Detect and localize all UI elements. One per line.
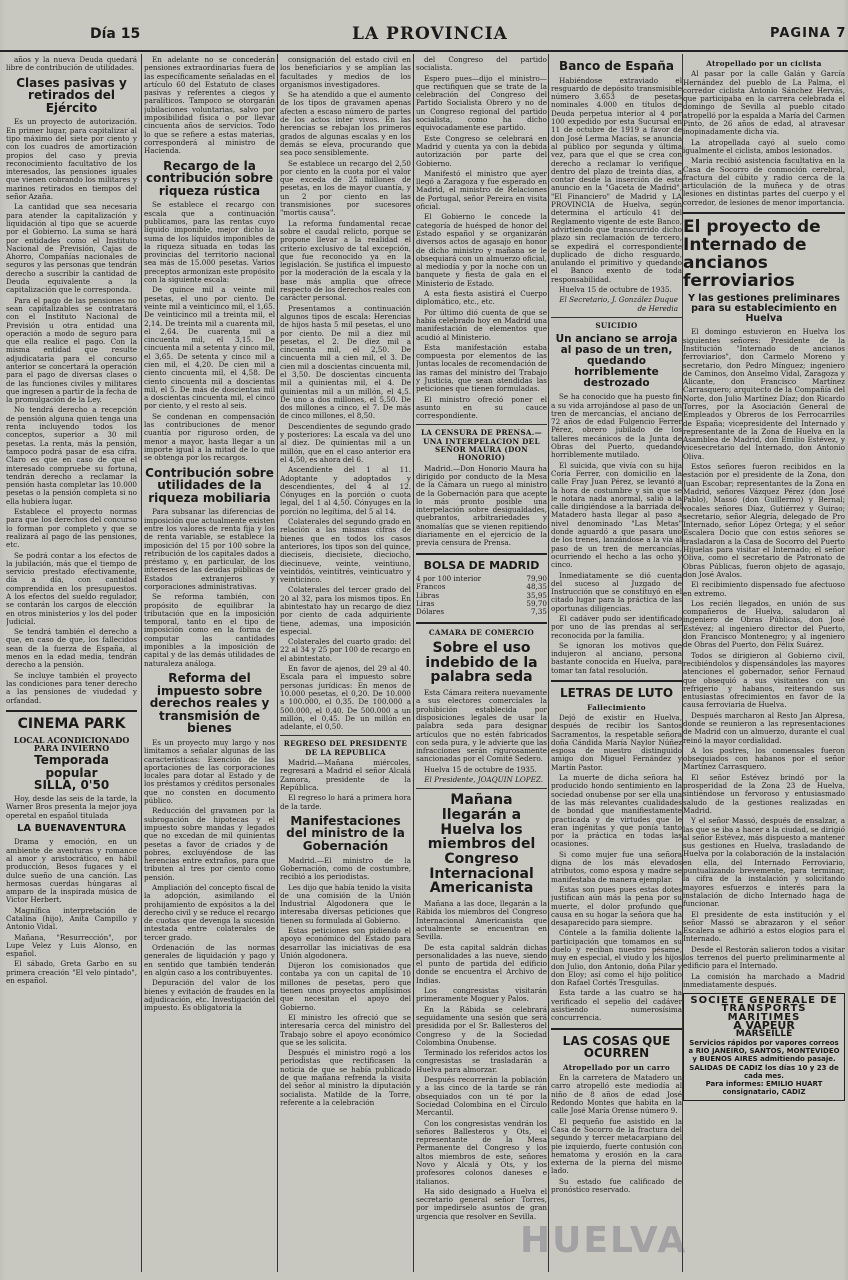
column-5 [551,56,682,1271]
column-2 [144,56,275,1271]
article-text: Se podrá contar a los efectos de la jubilación, más que el tiempo de servicio prestado efectivamente, día a día, con cantidad comprendida en los presupuestos. A los efectos del sueldo regulador, se contarán los cargos de elección en otros ministerios y los del poder Judicial. [6,550,137,626]
article-text: Con los congresistas vendrán los señores Ballesteros y Ots, el representante de la Mesa Permanente del Congreso y los altos miembros de este, señores Novo y Alcalá y Ots, y los profesores colonos daneses e italianos. [416,1118,547,1186]
kicker-ciclista: Atropellado por un ciclista [706,59,822,68]
article-text: Su estado fue calificado de pronóstico reservado. [551,1176,682,1194]
cinema-subtitle: LOCAL ACONDICIONADO PARA INVIERNO [13,734,130,753]
article-text: Esta tarde a las cuatro se ha verificado el sepelio del cadáver asistiendo numerosísima concurrencia. [551,988,682,1023]
masthead-day: Día 15 [90,26,141,42]
article-text: El Gobierno le concede la categoría de huésped de honor del Estado español y se organizarán diversos actos de agasajo en honor de dicho ministro y mañana se le obsequiará con un almuerzo oficial, al mediodía y por la noche con un banquete y fiesta de gala en el Ministerio de Estado. [416,212,547,288]
headline-banco: Banco de España [559,59,674,73]
article-text: Los recién llegados, en unión de sus compañeros de Huelva, saludaron al ingeniero de Obras Públicas, don José Estévez; al ingeniero director del Puerto, don Francisco Montenegro; y al ingeniero de Obras del Puerto, don Félix Suárez. [683,598,845,650]
article-text: Establece el proyecto normas para que los derechos del concurso lo forman por completo y que se realizará al pago de las pensiones, etc. [6,507,137,550]
article-text: Reducción del gravamen por la subrogación de hipotecas y el impuesto sobre mandas y legados que no excedan de mil quinientas pesetas a favor de criados y de pobres, excluyéndose de las herencias entre extraños, para que tributen al tres por ciento como pensión. [144,806,275,882]
article-text: Después marcharon al Resto Jan Alpresa, donde se reunieron a las representaciones de Madrid con un almuerzo, durante el cual reinó la mayor cordialidad. [683,710,845,745]
article-text: Y el señor Massó, después de ensalzar, a las que se iba a hacer a la ciudad, se dirigió al señor Estévez, más dispuesto a mantener sus gestiones en Huelva, trasladando de Huelva por la colaboración de la instalación en ella, del Internado Ferroviario, puntualizando brevemente, para terminar, la cifra de la instalación y solicitando mayores esfuerzos e interés para la instalación de dicho Internado haga de funcionar. [683,816,845,909]
article-text: Es un proyecto muy largo y nos limitamos a señalar algunas de las características: Exención de las aportaciones de las corporaciones locales para dotar al Estado y de los préstamos y créditos personales que no consten en documento público. [144,737,275,806]
headline-clases-pasivas: Clases pasivas y retirados del Ejército [16,75,127,115]
cinema-season: Temporada popular [34,753,109,780]
article-text: Ha sido designado a Huelva el secretario general señor Torres, por impedirselo asuntos de gran urgencia que resolver en Sevilla. [416,1186,547,1221]
headline-internado-sub: Y las gestiones preliminares para su establecimiento en Huelva [688,293,840,325]
article-text: Todos se dirigieron al Gobierno civil, recibiéndolos y dispensándoles las mayores atenciones el gobernador, señor Fernaud que obsequió a sus visitantes con un refrigerio y habanos, reiterando sus entusiastas ofrecimientos en favor de la causa ferroviaria de Huelva. [683,650,845,710]
headline-regreso-presidente: REGRESO DEL PRESIDENTE DE LA REPUBLICA [283,739,408,757]
article-text: Se establece un recargo del 2,50 por ciento en la cuota por el valor que exceda de 25 millones de pesetas, en los de mayor cuantía, y un 2 por ciento en las transmisiones por sucesores "mortis causa". [280,158,411,218]
article-text: En la Rábida se celebrará seguidamente una sesión que será presidida por el Sr. Ballesteros del Congreso y de la Sociedad Colombina Onubense. [416,1004,547,1047]
article-text: El recibimiento dispensado fue afectuoso en extremo. [683,580,845,598]
article-text: Madrid.—Don Honorio Maura ha dirigido por conducto de la Mesa de la Cámara un ruego al ministro de la Gobernación para que acepte lo más pronto posible una interpelación sobre desigualdades, quebrantos, arbitrariedades y anomalías que se vienen repitiendo diariamente en el ejercicio de la previa censura de Prensa. [416,463,547,548]
article-text: Si como mujer fue una señora digna de los más elevados atributos, como esposa y madre se manifestaba de manera ejemplar. [551,849,682,884]
article-text: Cóntele a la familia doliente la participación que tomamos en su duelo y reciban nuestro pésame, muy en especial, el viudo y los hijos don Julio, don Antonio, doña Pilar y don Eloy; así como el hijo político don Rafael Cortés Tresguilas. [551,928,682,988]
article-text: Hoy, desde las seis de la tarde, la Warner Bros presenta la mejor joya operetal en español titulada [6,793,137,820]
article-text: Se ha atendido a que el aumento de los tipos de gravamen apenas afecten a escaso número de partes de los actos inter vivos. En las herencias se rebajan los primeros grados de algunas escalas y en los demás se eleva, procurando que sea poco sensiblemente. [280,90,411,158]
article-text: Terminado los referidos actos los congresistas se trasladarán a Huelva para almorzar. [416,1048,547,1074]
article-text: Este Congreso se celebrará en Madrid y cuenta ya con la debida autorización por parte del Gobierno. [416,133,547,168]
bolsa-table [416,575,547,616]
kicker-atropellado: Atropellado por un carro [562,1062,671,1072]
article-text: Se tendrá también el derecho a que, en caso de que, los fallecidos sean de la fuerza de España, al menos en la edad media, tendrán derecho a la pensión. [6,627,137,670]
ad-subtitle: A VAPEUR [733,1019,795,1033]
ad-services: Servicios rápidos por vapores correos a RIO JANEIRO, SANTOS, MONTEVIDEO y BUENOS AIRES admitiendo pasaje. [688,1038,840,1064]
camara-label: CAMARA DE COMERCIO [428,627,535,637]
rate-value: 35,95 [526,590,547,600]
headline-anciano: Un anciano se arroja al paso de un tren, quedando horriblemente destrozado [555,333,678,390]
signature: El Secretario, J. González Duque de Heredia [559,295,678,313]
article-text: La reforma fundamental recae sobre el caudal relicto, porque se propone llevar a la realidad el criterio exclusivo de tal excepción, que fue reconocido ya en la legislación. Se justifica el impuesto por la moderación de la escala y la base más amplia que ofrece respecto de los derechos reales con carácter personal. [280,218,411,303]
article-text: A los postres, los comensales fueron obsequiados con habanos por el señor Martínez Carrasquero. [683,745,845,772]
rate-label: Dólares [416,607,445,617]
rate-value: 79,90 [526,574,547,584]
rate-label: Francos [416,582,446,592]
article-text: Por último dió cuenta de que se había celebrado hoy en Madrid una manifestación de elementos que acudió al Ministerio. [416,307,547,342]
cinema-price: SILLA, 0'50 [33,778,110,793]
article-text: En la carretera de Matadero un carro atropelló este mediodía al niño de 8 años de edad José Redondo Montes que habita en la calle José María Orense número 9. [551,1073,682,1116]
table-row [416,608,547,616]
divider [551,317,682,318]
column-4 [416,56,547,1271]
article-text: Mañana a las doce, llegarán a la Rábida los miembros del Congreso Internacional Americanista que actualmente se encuentran en Sevilla. [416,899,547,942]
article-text: A esta fiesta asistirá el Cuerpo diplomático, etc., etc. [416,289,547,307]
divider [551,680,682,682]
article-text: Colaterales del tercer grado del 20 al 32, para los mismos tipos. En abintestato hay un recargo de diez por ciento de cada adquiriente tiene, ademas, una imposición especial. [280,585,411,636]
divider [551,1028,682,1030]
article-text: El ministro les ofreció que se interesaría cerca del ministro del Trabajo sobre el apoyo económico que se les solicita. [280,1012,411,1047]
column-rule [277,54,278,1272]
article-text: Habiéndose extraviado el resguardo de depósito transmisible número 3.653 de pesetas nominales 4.000 en títulos de Deuda perpetua interior al 4 por 100 expedido por esta Sucursal en 11 de octubre de 1919 a favor de don José Lerma Macías, se anuncia al público por segunda y última vez, para que el que se crea con derecho a reclamar lo verifique dentro del plazo de treinta días, a contar desde la inserción de este anuncio en la "Gaceta de Madrid", "El Financiero" de Madrid y LA PROVINCIA de Huelva, según determina el artículo 41 del Reglamento vigente de este Banco, advirtiendo que transcurrido dicho plazo sin reclamación de tercero, se expedirá el correspondiente duplicado de dicho resguardo, anulando el primitivo y quedando el Banco exento de toda responsabilidad. [551,75,682,284]
article-date: Huelva 15 de octubre de 1935. [424,764,537,774]
article-text: La cantidad que sea necesaria para atender la capitalización y liquidación al tipo que se acuerde por el Gobierno. La suma se hará por entidades como el Instituto Nacional de Previsión, Cajas de Ahorro, Compañías nacionales de seguros y las personas que tendrán derecho a suscribir la cantidad de Deuda equivalente a la capitalización que le corresponda. [6,202,137,295]
article-text: La comisión ha marchado a Madrid inmediatamente después. [683,971,845,989]
article-text: Estas son pues pues estas dotes justifican aún más la pena por su muerte, el dolor profundo que causa en su hogar la señora que ha desaparecido para siempre. [551,884,682,928]
rate-value: 7,35 [530,607,547,617]
article-text: El suicida, que vivía con su hija Coria Ferrer, con domicilio en la calle Fray Juan Pérez, se levantó a la hora de costumbre y sin que se le notara nada anormal, salió a la calle dirigiéndose a la barriada del Matadero hasta llegar al paso a nivel denominado "Las Metas" donde aguardó a que pasara uno de los trenes, lanzándose a la vía al paso de un tren de mercancías, ocurriendo el hecho a las ocho y cinco. [551,460,682,570]
headline-letras-luto: LETRAS DE LUTO [559,686,674,701]
rate-label: Libras [416,590,440,600]
rate-label: 4 por 100 interior [416,574,482,584]
ad-city: MARSEILLE [735,1029,793,1040]
article-text: Dijeron los comisionados que contaba ya con un capital de 10 millones de pesetas, pero que tienen unos proyectos amplísimos que necesitan el apoyo del Gobierno. [280,961,411,1012]
article-text: Madrid.—El ministro de la Gobernación, como de costumbre, recibió a los periodistas. [280,855,411,882]
article-text: Magnífica interpretación de Catalina (hijo), Anita Campillo y Antonio Vidal. [6,905,137,932]
column-rule [141,54,142,1272]
headline-recargo: Recargo de la contribución sobre riqueza rústica [145,158,274,198]
article-text: Al pasar por la calle Galán y García Hernández del pueblo de La Palma, el corredor ciclista Antonio Sánchez Hervás, que participaba en la carrera celebrada el domingo de Sevilla al pueblo citado atropelló por la espalda a María del Carmen Pinto, de 26 años de edad, al atravesar inopinadamente dicha vía. [683,69,845,137]
article-text: El domingo estuvieron en Huelva los siguientes señores: Presidente de la Institución "Internado de ancianos ferroviarios", don Carmelo Moreno y secretario, don Pedro Mínguez; ingeniero de Caminos, don Anselmo Vidal, Zaragoza y Alicante, don Francisco Martínez Carrasquero; arquitecto de la Compañía del Norte, don Julio Martínez Díaz; don Ricardo Torres, por la Asociación General de Empleados y Obreros de los Ferrocarriles de España; vicepresidente del Internado y representante de la Zona de Huelva en la Asamblea de Madrid, don Emilio Estévez, y vicesecretario del Internado, don Antonio Oliva. [683,327,845,461]
headline-internado: El proyecto de Internado de ancianos ferroviarios [683,217,821,291]
article-text: Presentamos a continuación algunos tipos de escala: Herencias de hijos hasta 5 mil pesetas, el uno por ciento. De mil a diez mil pesetas, el 2. De diez mil a cincuenta mil, el 2,50. De cincuenta mil a cien mil, el 3. De cien mil a doscientas cincuenta mil, el 3,50. De doscientas cincuenta mil a quinientas mil, el 4. De quinientas mil a un millón, el 4,5. De uno a dos millones, el 5,50. De dos millones a cinco, el 7. De más de cinco millones, el 8,50. [280,303,411,421]
article-text: Es un proyecto de autorización. En primer lugar, para capitalizar al tipo máximo del siete por ciento y con los cuadros de amortización propios del caso y previa reconocimiento facultativo de los interesados, las pensiones iguales que vienen cobrando los militares y marinos retirados en tiempos del señor Azaña. [6,117,137,202]
article-text: El ministro ofreció poner el asunto en su cauce correspondiente. [416,394,547,421]
divider [416,788,547,789]
ad-contact: Para informes: EMILIO HUART consignatario, CADIZ [705,1080,823,1097]
headline-manifestaciones: Manifestaciones del ministro de la Gobernación [286,813,405,854]
article-text: del Congreso del partido socialista. [416,56,547,73]
column-3 [280,56,411,1271]
article-text: Depuración del valor de los bienes y evitación de fraudes en la adjudicación, etc. Investigación del impuesto. Es obligatoria la [144,978,275,1013]
article-text: Drama y emoción, en un ambiente de aventuras y romance al amor y aristocrático, en hábil producción, Besos fugaces y el dulce sueño de una canción. Las hermosas cuerdas húngaras al amparo de la inspirada música de Victor Herbert. [6,837,137,905]
cinema-title: CINEMA PARK [17,715,126,732]
article-text: Se reforma también, con propósito de equilibrar la tributación que en la imposición temporal, tanto en el tipo de imposición como en la forma de computar las cantidades imponibles a la imposición de capital y de las demás utilidades de naturaleza análoga. [144,592,275,668]
article-text: Los congresistas visitarán primeramente Moguer y Palos. [416,986,547,1004]
kicker-suicidio: SUICIDIO [595,320,638,330]
article-text: Se incluye también el proyecto las condiciones para tener derecho a las pensiones de viudedad y orfandad. [6,670,137,705]
article-text: El regreso lo hará a primera hora de la tarde. [280,793,411,811]
column-rule [548,54,549,1272]
article-text: Colaterales del cuarto grado: del 22 al 34 y 25 por 100 de recargo en el abintestato. [280,637,411,663]
ad-departures: SALIDAS DE CADIZ los días 10 y 23 de cada mes. [689,1063,839,1080]
article-text: consignación del estado civil en los beneficiarios y se amplían las facultades y medios de los organismos investigadores. [280,56,411,89]
signature: El Presidente, JOAQUIN LOPEZ. [424,774,543,784]
bolsa-title: BOLSA DE MADRID [423,558,540,572]
divider [416,622,547,624]
article-text: Espero pues—dijo el ministro—que rectifiquen que se trate de la celebración del Congreso del Partido Socialista Obrero y no de un Congreso regional del partido socialista, como ha dicho equivocadamente ese partido. [416,73,547,133]
article-text: El señor Estévez brindó por la prosperidad de la Zona 23 de Huelva, sintiéndose un fervoroso y entusiasmado saludo de la gestiones realizadas en Madrid. [683,772,845,815]
article-text: Se ha conocido que ha puesto fin a su vida arrojándose al paso de un tren de mercancías, el anciano de 72 años de edad Fulgencio Ferrer Pérez, obrero jubilado de los talleres mecánicos de la Junta de Obras del Puerto, quedando horriblemente mutilado. [551,392,682,460]
cinema-film-title: LA BUENAVENTURA [17,822,126,834]
article-text: Esta Cámara reitera nuevamente a sus electores comerciales la prohibición establecida por disposiciones legales de usar la palabra seda para designar artículos que no estén fabricados con seda pura, y le advierte que las infracciones serán rigurosamente sancionadas por el Comité Sedero. [416,688,547,764]
archive-watermark: HUELVA [520,1220,688,1261]
article-text: El pequeño fue asistido en la Casa de Socorro de la fractura del segundo y tercer metacarpiano del pie izquierdo, fuerte contusión con hematoma y erosión en la cara externa de la pierna del mismo lado. [551,1116,682,1176]
article-text: En favor de ajenos, del 29 al 40. Escala para el impuesto sobre personas jurídicas: En menos de 10.000 pesetas, el 0,20. De 10.000 a 100.000, el 0,35. De 100.000 a 500.000, el 0,40. De 500.000 a un millón, el 0,45. De un millón en adelante, el 0,50. [280,664,411,732]
article-text: Después el ministro rogó a los periodistas que rectificasen la noticia de que se había publicado de que mañana refrenda la visita del señor al ministro la diputación socialista. Matilde de la Torre, referente a la celebración [280,1048,411,1107]
article-text: La atropellada cayó al suelo como igualmente el ciclista, ambos lesionados. [683,137,845,155]
article-text: Se ignoran los motivos que indujeron al anciano, persona bastante conocida en Huelva, para tomar tan fatal resolución. [551,640,682,675]
article-text: De esta capital saldrán dichas personalidades a las nueve, siendo el punto de partida del edificio donde se encuentra el Archivo de Indias. [416,942,547,985]
article-text: El presidente de esta institución y el señor Massó se abrazaron y el señor Escalera se adhirió a estos elogios para el Internado. [683,909,845,944]
article-text: Para el pago de las pensiones no sean capitalizables se contratará con el Instituto Nacional de Previsión u otra entidad una operación a modo de seguro para que ella realice el pago. Con la misma entidad que resulte adjudicataria para el concurso anterior se concertará la operación para el pago de diversas clases o de las funciones civiles y militares que ingresen a partir de la fecha de la promulgación de la Ley. [6,295,137,405]
article-date: Huelva 15 de octubre de 1935. [559,285,672,295]
article-text: Ordenación de las normas generales de liquidación y pago y en sentido que también tenderán en algún caso a los contribuyentes. [144,943,275,977]
headline-seda: Sobre el uso indebido de la palabra seda [425,639,538,686]
divider [683,212,845,214]
article-text: María recibió asistencia facultativa en la Casa de Socorro de conmoción cerebral, fractura del cúbito y radio cerca de la articulación de la muñeca y de otras lesiones en distintas partes del cuerpo y el corredor, de lesiones de menor importancia. [683,156,845,207]
article-text: Estos señores fueron recibidos en la estación por el presidente de la Zona, don Juan Escobar; representantes de la Zona en Madrid, señores Vázquez Pérez (don José Pablo), Massó (don Guillermo) y Bernal; vocales señores Díaz, Gutiérrez y Guirao; secretario, señor Alegría, delegado de Pro Internado, señor López Ortega; y el señor Escalera Docio que con estos señores se trasladaron a la Casa de Socorro del Puerto Hijuelas para visitar el Internado; el señor Oliva, como el secretario de Patronato de Obras Públicas, fueron objeto de agasajo, don José Avalos. [683,462,845,579]
article-text: Dejó de existir en Huelva, después de recibir los Santos Sacramentos, la respetable señora doña Cándida María Naylor Núñez esposa de nuestro distinguido amigo don Miguel Fernández y Martín Pastor. [551,712,682,772]
article-text: Manifestó el ministro que ayer llegó a Zaragoza y fue esperado en Madrid, el ministro de Relaciones de Portugal, señor Pereira en visita oficial. [416,168,547,212]
article-text: En adelante no se concederán pensiones extraordinarias fuera de las específicamente señaladas en el artículo 60 del Estatuto de clases pasivas y referentes a ciegos y paralíticos. Tampoco se otorgarán jubilaciones voluntarias, salvo por imposibilidad física o por llevar cincuenta años de servicios. Todo lo que se refiere a estas materias, corresponderá al ministro de Hacienda. [144,56,275,156]
masthead-title: LA PROVINCIA [352,24,508,44]
article-text: Ampliación del concepto fiscal de la adopción, asimilando el prohijamiento de expósitos a la del derecho civil y se reduce el recargo de cuotas que devenga la sucesión intestada entre colaterales de tercer grado. [144,882,275,942]
masthead [0,22,848,52]
headline-censura: LA CENSURA DE PRENSA.—UNA INTERPELACION DEL SEÑOR MAURA (DON HONORIO) [420,428,543,463]
article-text: El cadáver pudo ser identificado por uno de las prendas al ser reconocida por la familia. [551,614,682,640]
ad-company: SOCIETE GENERALE DE TRANSPORTS MARITIMES [690,995,838,1023]
article-text: De quince mil a veinte mil pesetas, el uno por ciento. De veinte mil a veinticinco mil, el 1,65. De veinticinco mil a treinta mil, el 2,14. De treinta mil a cuarenta mil, el 2,64. De cuarenta mil a cincuenta mil, el 3,15. De cincuenta mil a setenta y cinco mil, el 3,65. De setenta y cinco mil a cien mil, el 4,20. De cien mil a ciento cincuenta mil, el 4,58. De ciento cincuenta mil a doscientas mil, el 5. De más de doscientas mil a doscientas cincuenta mil, el cinco por ciento, y el resto al seis. [144,285,275,411]
article-text: Para subsanar las diferencias de imposición que actualmente existen entre los valores de renta fija y los de renta variable, se establece la imposición del 15 por 100 sobre la retribución de los capitales dados a préstamo y, en particular, de los intereses de las deudas públicas de Estados extranjeros y corporaciones administrativas. [144,507,275,591]
article-text: Se condenan en compensación las contribuciones de menor cuantía por riguroso orden, de menor a mayor, hasta llegar a un importe igual a la mitad de lo que se obtenga por los recargos. [144,411,275,463]
kicker-fallecimiento: Fallecimiento [587,702,646,712]
article-text: Esta manifestación estaba compuesta por elementos de las Juntas locales de recomendación de las ramas del ministro del Trabajo y Justicia, que sean atendidas las peticiones que tienen formuladas. [416,342,547,394]
article-text: Ascendiente del 1 al 11. Adoptante y adoptados y descendientes, del 4 al 12. Cónyuges en la porción o cuota legal, del 1 al 4,50. Cónyuges en la porción no legítima, del 5 al 14. [280,465,411,516]
article-text: Después recorrerán la población y a las cinco de la tarde se rán obsequiados con un té por la Sociedad Colombina en el Círculo Mercantil. [416,1075,547,1118]
article-text: Inmediatamente se dió cuenta del suceso al Juzgado de Instrucción que se constituyó en el citado lugar para la práctica de las oportunas diligencias. [551,570,682,613]
article-text: Desde el Restorán salieron todos a visitar los terrenos del puerto preliminarmente al edificio para el Internado. [683,944,845,971]
divider [416,424,547,425]
article-text: Madrid.—Mañana miércoles, regresará a Madrid el señor Alcalá Zamora, presidente de la República. [280,758,411,792]
masthead-page-number: PAGINA 7 [770,26,847,41]
article-text: Descendientes de segundo grado y posteriores: La escala va del uno al diez. De quinientas mil a un millón, que en el caso anterior era el 4,50, es ahora del 6. [280,421,411,464]
article-text: Se establece el recargo con escala que a continuación publicamos, para las rentas cuyo líquido imponible, mejor dicho la suma de los líquidos imponibles de la riqueza situada en todas las provincias del territorio nacional sea más de 15.000 pesetas. Varios preceptos armonizan este propósito con la siguiente escala: [144,200,275,285]
article-text: Les dijo que había tenido la visita de una comisión de la Unión Industrial Algodonera que le interesaba diversas peticiones que tienen su formulada al Gobierno. [280,882,411,925]
article-text: Estas peticiones son pidiendo el apoyo económico del Estado para desarrollar las iniciativas de esa Unión algodonera. [280,925,411,960]
article-text: Colaterales del segundo grado en relación a las mismas cifras de bienes que en todos los casos anteriores, los tipos son del quince, dieciseis, diecisiete, dieciocho, diecinueve, veinte, veintiuno, veintidós, veintitrés, veinticuatro y veinticinco. [280,517,411,585]
article-text: años y la nueva Deuda quedará libre de contribución de utilidades. [6,56,137,73]
divider [280,735,411,736]
headline-reforma: Reforma del impuesto sobre derechos reales y transmisión de bienes [149,670,270,736]
divider [6,710,137,712]
shipping-advertisement [683,993,845,1101]
headline-contribucion: Contribución sobre utilidades de la riqueza mobiliaria [145,465,274,505]
column-6 [683,56,845,1271]
article-text: La muerte de dicha señora ha producido hondo sentimiento en la sociedad onubense por ser ella una de las más relevantes cualidades de bondad que manifiestamente practicada y de virtudes que le eran ingénitas y que ponía tanto por la práctica en todas las ocasiones. [551,773,682,849]
rate-value: 48,35 [526,582,547,592]
column-rule [413,54,414,1272]
headline-congreso-americanista: Mañana llegarán a Huelva los miembros del Congreso Internacional Americanista [427,792,536,897]
column-1 [6,56,137,1271]
divider [416,553,547,555]
rate-value: 59,70 [526,599,547,609]
article-text: No tendrá derecho a recepción de pensión alguna quien tenga una renta incluyendo todos los conceptos, superior a 30 mil pesetas. La renta, más la pensión, tampoco podrá pasar de esa cifra. Claro es que en caso de que el interesado compruebe su fortuna, tendrán derecho a reclamar la pensión hasta completar las 10.000 pesetas o la pensión completa si no ella hubiera lugar. [6,405,137,506]
article-text: El sábado, Greta Garbo en su primera creación "El velo pintado", en español. [6,959,137,986]
rate-label: Liras [416,599,435,609]
headline-cosas-ocurren: LAS COSAS QUE OCURREN [562,1033,671,1061]
article-text: Mañana, "Resurrección", por Lupe Velez y Luis Alonso, en español. [6,932,137,959]
